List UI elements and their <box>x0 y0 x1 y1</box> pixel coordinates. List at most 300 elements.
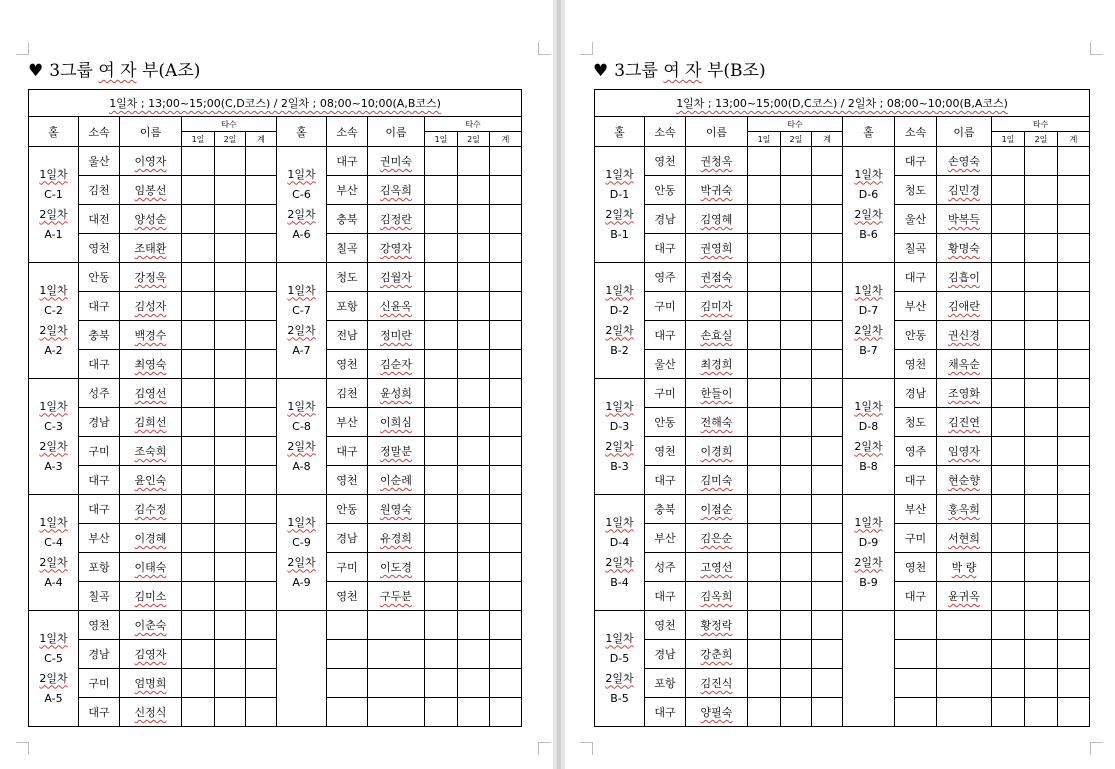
score-day1-cell[interactable] <box>992 205 1025 234</box>
score-day2-cell[interactable] <box>215 553 246 582</box>
score-day1-cell[interactable] <box>992 495 1025 524</box>
score-day2-cell[interactable] <box>1025 350 1058 379</box>
score-day2-cell[interactable] <box>215 147 246 176</box>
score-total-cell[interactable] <box>1058 176 1090 205</box>
score-total-cell[interactable] <box>246 263 277 292</box>
score-day2-cell[interactable] <box>1025 437 1058 466</box>
score-day1-cell[interactable] <box>182 234 215 263</box>
score-day2-cell[interactable] <box>781 640 812 669</box>
score-total-cell[interactable] <box>246 611 277 640</box>
name-cell <box>120 582 182 611</box>
score-total-cell[interactable] <box>490 176 522 205</box>
score-day1-cell[interactable] <box>182 263 215 292</box>
hole-code1-text: D-2 <box>609 303 630 317</box>
score-day1-cell[interactable] <box>748 553 781 582</box>
score-day2-cell[interactable] <box>215 466 246 495</box>
score-day1-cell[interactable] <box>182 495 215 524</box>
name-cell <box>120 263 182 292</box>
score-day1-cell[interactable] <box>748 147 781 176</box>
score-day2-cell[interactable] <box>1025 698 1058 727</box>
score-day1-cell[interactable] <box>992 582 1025 611</box>
score-day2-cell[interactable] <box>781 495 812 524</box>
score-day2-cell[interactable] <box>215 524 246 553</box>
hole-day1-text: 1일차 <box>605 515 634 529</box>
score-day2-cell[interactable] <box>781 263 812 292</box>
player-name: 김영선 <box>134 387 167 400</box>
score-day1-cell[interactable] <box>992 263 1025 292</box>
score-total-cell[interactable] <box>812 350 843 379</box>
score-day2-cell[interactable] <box>458 524 490 553</box>
score-total-cell[interactable] <box>246 350 277 379</box>
score-total-cell[interactable] <box>1058 379 1090 408</box>
score-day1-cell[interactable] <box>992 176 1025 205</box>
score-total-cell[interactable] <box>812 582 843 611</box>
player-name: 임영자 <box>948 445 980 458</box>
score-day1-cell[interactable] <box>425 321 458 350</box>
score-day1-cell[interactable] <box>425 234 458 263</box>
score-day1-cell[interactable] <box>748 524 781 553</box>
score-total-cell[interactable] <box>812 147 843 176</box>
score-day1-cell[interactable] <box>425 640 458 669</box>
score-day2-cell[interactable] <box>458 408 490 437</box>
score-day2-cell[interactable] <box>1025 495 1058 524</box>
score-total-cell[interactable] <box>490 234 522 263</box>
score-day2-cell[interactable] <box>215 582 246 611</box>
score-total-cell[interactable] <box>490 147 522 176</box>
player-name: 권점숙 <box>700 271 733 284</box>
score-day2-cell[interactable] <box>781 466 812 495</box>
score-day2-cell[interactable] <box>215 234 246 263</box>
score-day1-cell[interactable] <box>748 292 781 321</box>
score-day2-cell[interactable] <box>781 524 812 553</box>
score-total-cell[interactable] <box>1058 234 1090 263</box>
player-name: 조태환 <box>134 242 167 255</box>
score-total-cell[interactable] <box>490 553 522 582</box>
score-total-cell[interactable] <box>246 176 277 205</box>
score-total-cell[interactable] <box>490 205 522 234</box>
team-cell: 영주 <box>895 437 937 466</box>
score-total-cell[interactable] <box>812 205 843 234</box>
score-day1-cell[interactable] <box>182 524 215 553</box>
score-day1-cell[interactable] <box>748 669 781 698</box>
score-day2-cell[interactable] <box>215 495 246 524</box>
score-total-cell[interactable] <box>246 582 277 611</box>
score-day1-cell[interactable] <box>182 582 215 611</box>
name-cell <box>937 437 992 466</box>
score-day1-cell[interactable] <box>748 205 781 234</box>
hole-day2-text: 2일차 <box>605 555 634 569</box>
player-name: 황정락 <box>700 619 733 632</box>
name-cell <box>686 176 748 205</box>
score-day2-cell[interactable] <box>458 350 490 379</box>
score-day2-cell[interactable] <box>215 669 246 698</box>
score-total-cell[interactable] <box>812 292 843 321</box>
score-total-cell[interactable] <box>812 234 843 263</box>
name-cell <box>368 234 425 263</box>
score-day1-cell[interactable] <box>992 292 1025 321</box>
score-total-cell[interactable] <box>246 698 277 727</box>
score-day2-cell[interactable] <box>458 553 490 582</box>
score-day2-cell[interactable] <box>1025 640 1058 669</box>
score-day2-cell[interactable] <box>458 640 490 669</box>
score-total-cell[interactable] <box>490 437 522 466</box>
score-day1-cell[interactable] <box>182 205 215 234</box>
score-day1-cell[interactable] <box>992 321 1025 350</box>
score-total-cell[interactable] <box>1058 350 1090 379</box>
score-day1-cell[interactable] <box>748 176 781 205</box>
player-name: 박 량 <box>951 561 977 574</box>
score-day1-cell[interactable] <box>425 611 458 640</box>
score-total-cell[interactable] <box>490 698 522 727</box>
score-day1-cell[interactable] <box>992 408 1025 437</box>
score-day1-cell[interactable] <box>425 524 458 553</box>
score-day1-cell[interactable] <box>992 698 1025 727</box>
score-total-cell[interactable] <box>490 669 522 698</box>
score-total-cell[interactable] <box>1058 408 1090 437</box>
name-cell <box>686 611 748 640</box>
score-total-cell[interactable] <box>1058 147 1090 176</box>
score-day1-cell[interactable] <box>425 350 458 379</box>
score-day1-cell[interactable] <box>992 437 1025 466</box>
team-cell: 김천 <box>79 176 120 205</box>
team-cell: 대구 <box>895 147 937 176</box>
score-total-cell[interactable] <box>1058 292 1090 321</box>
score-day1-cell[interactable] <box>182 176 215 205</box>
score-day2-cell[interactable] <box>1025 234 1058 263</box>
score-day2-cell[interactable] <box>458 234 490 263</box>
hole-day2 <box>29 205 78 225</box>
score-day2-cell[interactable] <box>781 205 812 234</box>
score-day2-cell[interactable] <box>215 379 246 408</box>
score-total-cell[interactable] <box>246 234 277 263</box>
score-day2-cell[interactable] <box>781 350 812 379</box>
score-total-cell[interactable] <box>490 321 522 350</box>
hole-day1 <box>595 629 644 649</box>
score-day1-cell[interactable] <box>182 553 215 582</box>
score-day1-cell[interactable] <box>748 466 781 495</box>
score-day1-cell[interactable] <box>748 234 781 263</box>
score-day1-cell[interactable] <box>748 437 781 466</box>
score-total-cell[interactable] <box>490 379 522 408</box>
score-day2-cell[interactable] <box>1025 553 1058 582</box>
score-day1-cell[interactable] <box>425 263 458 292</box>
score-day1-cell[interactable] <box>992 466 1025 495</box>
score-day2-cell[interactable] <box>1025 379 1058 408</box>
score-total-cell[interactable] <box>812 408 843 437</box>
score-day2-cell[interactable] <box>215 611 246 640</box>
score-day1-cell[interactable] <box>425 408 458 437</box>
score-total-cell[interactable] <box>246 640 277 669</box>
score-day2-cell[interactable] <box>1025 669 1058 698</box>
score-total-cell[interactable] <box>1058 466 1090 495</box>
name-cell <box>937 350 992 379</box>
score-day1-cell[interactable] <box>182 408 215 437</box>
score-day1-cell[interactable] <box>182 350 215 379</box>
score-day1-cell[interactable] <box>425 582 458 611</box>
score-total-cell[interactable] <box>1058 263 1090 292</box>
score-total-cell[interactable] <box>812 640 843 669</box>
score-day1-cell[interactable] <box>425 205 458 234</box>
score-day2-cell[interactable] <box>781 698 812 727</box>
score-day1-cell[interactable] <box>748 350 781 379</box>
score-day1-cell[interactable] <box>748 408 781 437</box>
score-day1-cell[interactable] <box>425 495 458 524</box>
score-total-cell[interactable] <box>1058 553 1090 582</box>
score-total-cell[interactable] <box>490 524 522 553</box>
score-day2-cell[interactable] <box>1025 466 1058 495</box>
score-day1-cell[interactable] <box>748 611 781 640</box>
score-day1-cell[interactable] <box>182 669 215 698</box>
score-day2-cell[interactable] <box>458 669 490 698</box>
score-day2-cell[interactable] <box>458 495 490 524</box>
score-total-cell[interactable] <box>812 263 843 292</box>
score-total-cell[interactable] <box>1058 495 1090 524</box>
score-day2-cell[interactable] <box>215 205 246 234</box>
score-day2-cell[interactable] <box>1025 292 1058 321</box>
team-cell <box>895 669 937 698</box>
score-total-cell[interactable] <box>1058 321 1090 350</box>
score-total-cell[interactable] <box>246 379 277 408</box>
score-day1-cell[interactable] <box>182 147 215 176</box>
score-day2-cell[interactable] <box>781 437 812 466</box>
score-day2-cell[interactable] <box>1025 205 1058 234</box>
hole-code2 <box>29 689 78 709</box>
player-name: 권미숙 <box>380 155 412 168</box>
score-total-cell[interactable] <box>246 553 277 582</box>
score-day2-cell[interactable] <box>1025 582 1058 611</box>
score-day2-cell[interactable] <box>781 234 812 263</box>
score-total-cell[interactable] <box>246 495 277 524</box>
score-day1-cell[interactable] <box>425 147 458 176</box>
hole-code1 <box>843 185 894 205</box>
hole-code2 <box>595 689 644 709</box>
name-cell <box>686 205 748 234</box>
score-day2-cell[interactable] <box>781 553 812 582</box>
score-day2-cell[interactable] <box>215 350 246 379</box>
score-day2-cell[interactable] <box>458 321 490 350</box>
score-total-cell[interactable] <box>812 379 843 408</box>
score-day2-cell[interactable] <box>781 408 812 437</box>
hole-code1-text: C-5 <box>44 651 63 665</box>
score-day2-cell[interactable] <box>458 147 490 176</box>
score-total-cell[interactable] <box>812 437 843 466</box>
score-day1-cell[interactable] <box>992 350 1025 379</box>
score-day2-cell[interactable] <box>458 582 490 611</box>
score-day2-cell[interactable] <box>1025 176 1058 205</box>
name-cell <box>937 147 992 176</box>
score-total-cell[interactable] <box>1058 582 1090 611</box>
score-day1-cell[interactable] <box>992 524 1025 553</box>
heart-icon: ♥ <box>593 61 609 81</box>
hole-code2-text: B-5 <box>610 691 629 705</box>
score-day2-cell[interactable] <box>215 408 246 437</box>
score-total-cell[interactable] <box>490 408 522 437</box>
score-day1-cell[interactable] <box>748 640 781 669</box>
player-name: 권청옥 <box>700 155 733 168</box>
score-day2-cell[interactable] <box>781 147 812 176</box>
score-total-cell[interactable] <box>812 698 843 727</box>
hole-cell <box>277 147 327 263</box>
score-total-cell[interactable] <box>812 553 843 582</box>
score-day1-cell[interactable] <box>182 698 215 727</box>
team-cell: 영천 <box>645 437 686 466</box>
score-day1-cell[interactable] <box>748 582 781 611</box>
score-total-cell[interactable] <box>490 466 522 495</box>
score-day2-cell[interactable] <box>781 176 812 205</box>
hole-code1 <box>29 417 78 437</box>
score-total-cell[interactable] <box>246 292 277 321</box>
score-total-cell[interactable] <box>812 176 843 205</box>
score-total-cell[interactable] <box>246 437 277 466</box>
score-day1-cell[interactable] <box>748 263 781 292</box>
score-day2-cell[interactable] <box>458 379 490 408</box>
score-day1-cell[interactable] <box>992 234 1025 263</box>
score-total-cell[interactable] <box>246 524 277 553</box>
score-day1-cell[interactable] <box>182 437 215 466</box>
score-day1-cell[interactable] <box>425 379 458 408</box>
score-day2-cell[interactable] <box>458 611 490 640</box>
score-day1-cell[interactable] <box>425 669 458 698</box>
score-day2-cell[interactable] <box>215 263 246 292</box>
hole-code2-text: A-4 <box>44 575 63 589</box>
team-cell: 칠곡 <box>895 234 937 263</box>
name-cell <box>368 205 425 234</box>
score-total-cell[interactable] <box>1058 524 1090 553</box>
name-cell <box>937 176 992 205</box>
score-day1-cell[interactable] <box>748 321 781 350</box>
score-day1-cell[interactable] <box>182 640 215 669</box>
score-day1-cell[interactable] <box>425 466 458 495</box>
score-day1-cell[interactable] <box>425 437 458 466</box>
team-cell: 대구 <box>645 582 686 611</box>
score-total-cell[interactable] <box>812 669 843 698</box>
score-total-cell[interactable] <box>490 292 522 321</box>
score-day2-cell[interactable] <box>1025 263 1058 292</box>
score-total-cell[interactable] <box>490 611 522 640</box>
score-day2-cell[interactable] <box>458 698 490 727</box>
score-day1-cell[interactable] <box>425 698 458 727</box>
name-cell <box>937 321 992 350</box>
player-name: 이점순 <box>700 503 733 516</box>
score-total-cell[interactable] <box>812 466 843 495</box>
score-day2-cell[interactable] <box>781 611 812 640</box>
score-day2-cell[interactable] <box>458 205 490 234</box>
score-day1-cell[interactable] <box>425 292 458 321</box>
score-total-cell[interactable] <box>490 640 522 669</box>
player-name: 강춘희 <box>700 648 733 661</box>
header-total: 계 <box>812 132 843 147</box>
score-day1-cell[interactable] <box>748 379 781 408</box>
score-day1-cell[interactable] <box>748 495 781 524</box>
player-name: 김정란 <box>380 213 412 226</box>
score-total-cell[interactable] <box>1058 437 1090 466</box>
hole-code1-text: C-1 <box>44 187 63 201</box>
score-total-cell[interactable] <box>812 495 843 524</box>
score-day2-cell[interactable] <box>215 437 246 466</box>
score-day2-cell[interactable] <box>458 466 490 495</box>
score-day2-cell[interactable] <box>215 640 246 669</box>
score-day1-cell[interactable] <box>992 640 1025 669</box>
score-day1-cell[interactable] <box>425 176 458 205</box>
score-day1-cell[interactable] <box>182 321 215 350</box>
score-total-cell[interactable] <box>246 147 277 176</box>
score-day2-cell[interactable] <box>1025 524 1058 553</box>
player-name: 손영숙 <box>948 155 980 168</box>
score-day2-cell[interactable] <box>215 698 246 727</box>
score-day2-cell[interactable] <box>781 669 812 698</box>
score-day2-cell[interactable] <box>458 292 490 321</box>
score-total-cell[interactable] <box>812 321 843 350</box>
score-day1-cell[interactable] <box>992 611 1025 640</box>
score-day1-cell[interactable] <box>992 553 1025 582</box>
score-day1-cell[interactable] <box>182 611 215 640</box>
player-name: 김민경 <box>948 184 980 197</box>
score-day2-cell[interactable] <box>1025 611 1058 640</box>
score-total-cell[interactable] <box>490 350 522 379</box>
score-day2-cell[interactable] <box>458 263 490 292</box>
hole-day1-text: 1일차 <box>39 515 68 529</box>
score-day2-cell[interactable] <box>215 321 246 350</box>
score-total-cell[interactable] <box>812 524 843 553</box>
score-total-cell[interactable] <box>1058 669 1090 698</box>
score-total-cell[interactable] <box>246 321 277 350</box>
score-total-cell[interactable] <box>1058 640 1090 669</box>
score-day1-cell[interactable] <box>748 698 781 727</box>
score-day2-cell[interactable] <box>781 292 812 321</box>
score-day2-cell[interactable] <box>1025 321 1058 350</box>
score-day2-cell[interactable] <box>215 292 246 321</box>
hole-day2-text: 2일차 <box>287 555 316 569</box>
score-total-cell[interactable] <box>490 263 522 292</box>
score-day1-cell[interactable] <box>992 379 1025 408</box>
score-day2-cell[interactable] <box>781 582 812 611</box>
page-title <box>28 56 200 81</box>
score-total-cell[interactable] <box>246 466 277 495</box>
score-day2-cell[interactable] <box>781 379 812 408</box>
score-total-cell[interactable] <box>1058 205 1090 234</box>
team-cell: 대구 <box>645 698 686 727</box>
hole-code1-text: C-6 <box>292 187 311 201</box>
score-day2-cell[interactable] <box>458 437 490 466</box>
score-day1-cell[interactable] <box>182 292 215 321</box>
score-total-cell[interactable] <box>490 582 522 611</box>
score-total-cell[interactable] <box>246 205 277 234</box>
score-day1-cell[interactable] <box>992 669 1025 698</box>
team-cell: 대구 <box>895 466 937 495</box>
score-day2-cell[interactable] <box>1025 408 1058 437</box>
score-day1-cell[interactable] <box>992 147 1025 176</box>
score-day2-cell[interactable] <box>215 176 246 205</box>
score-day2-cell[interactable] <box>781 321 812 350</box>
score-day1-cell[interactable] <box>182 379 215 408</box>
score-total-cell[interactable] <box>1058 698 1090 727</box>
header-total: 계 <box>1058 132 1090 147</box>
hole-day1-text: 1일차 <box>39 283 68 297</box>
score-day1-cell[interactable] <box>425 553 458 582</box>
page-title <box>593 56 766 81</box>
score-total-cell[interactable] <box>490 495 522 524</box>
score-day1-cell[interactable] <box>182 466 215 495</box>
team-cell: 전남 <box>327 321 368 350</box>
score-total-cell[interactable] <box>246 669 277 698</box>
score-total-cell[interactable] <box>1058 611 1090 640</box>
score-total-cell[interactable] <box>812 611 843 640</box>
score-total-cell[interactable] <box>246 408 277 437</box>
score-day2-cell[interactable] <box>1025 147 1058 176</box>
hole-day2-text: 2일차 <box>287 323 316 337</box>
score-day2-cell[interactable] <box>458 176 490 205</box>
player-name: 원영숙 <box>380 503 412 516</box>
